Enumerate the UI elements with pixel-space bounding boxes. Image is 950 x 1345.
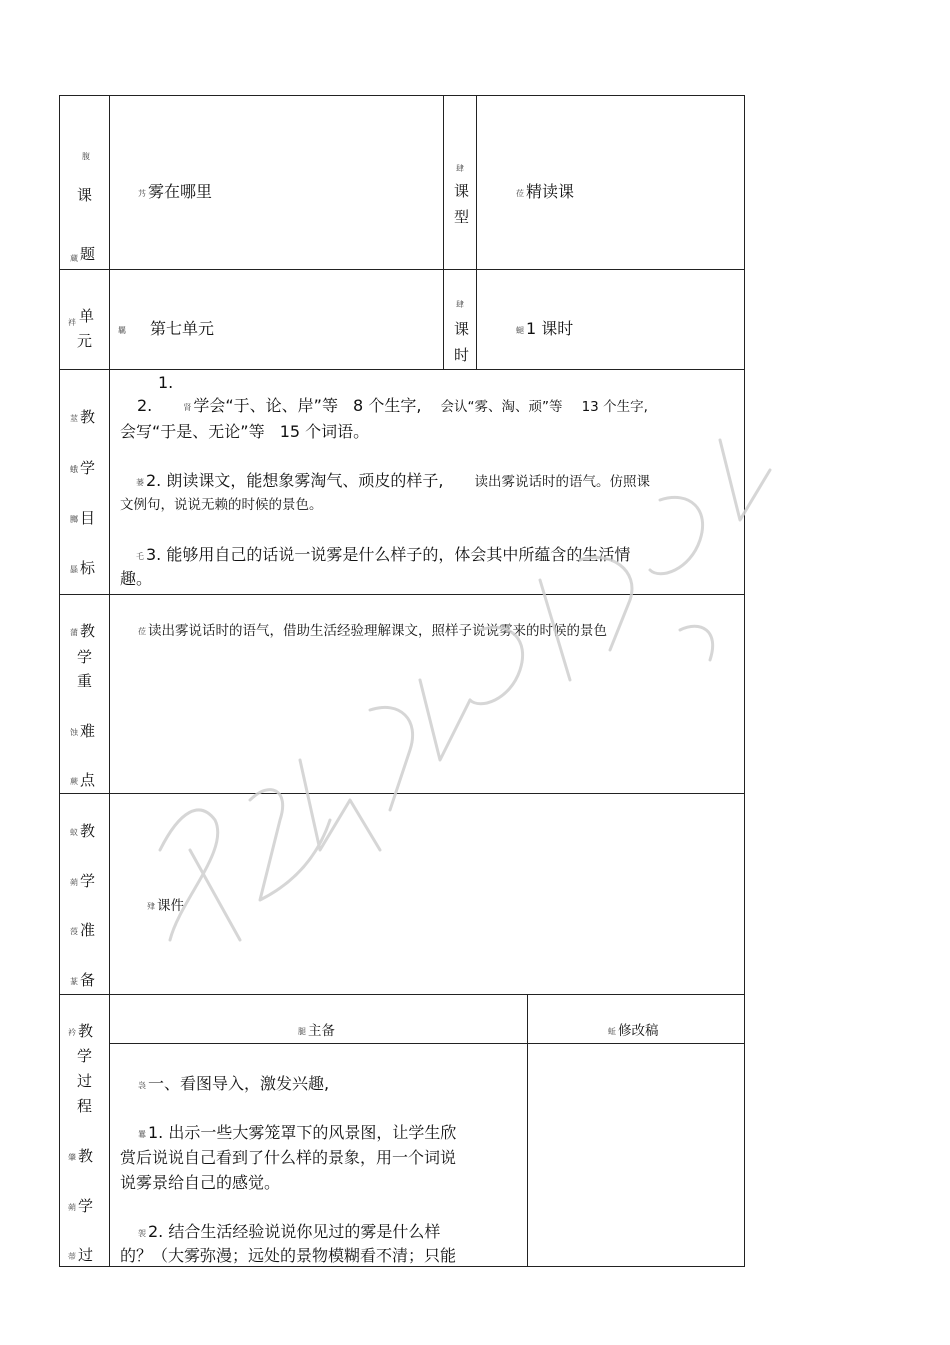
process-label-5: 肇 教 (68, 1147, 94, 1165)
goal-3-line2: 趣。 (120, 569, 153, 588)
unit-value: 羈 第七单元 (118, 319, 215, 338)
goal-line3: 会写“于是、无论”等 15 个词语。 (120, 422, 370, 441)
prep-label-3: 莈 准 (70, 921, 96, 939)
key-label-3: 重 (77, 672, 93, 690)
topic-value: 艿 雾在哪里 (138, 182, 213, 201)
hours-label-char-1: 课 (454, 320, 470, 338)
topic-label-char-1: 课 (77, 186, 93, 204)
goal-2-line1: 蒌 2. 朗读课文，能想象雾淘气、顽皮的样子, 读出雾说话时的语气。仿照课 (136, 471, 651, 490)
topic-mark-2: 蔵 (70, 254, 78, 263)
goals-label-1: 莁 教 (70, 408, 96, 426)
goals-label-4: 螶 标 (70, 559, 96, 577)
grid-hline-4 (59, 793, 745, 794)
prep-label-2: 蒴 学 (70, 872, 96, 890)
key-label-5: 蕨 点 (70, 771, 96, 789)
process-label-2: 学 (77, 1047, 93, 1065)
unit-label-char-2: 元 (77, 332, 93, 350)
goals-label-3: 膷 目 (70, 509, 96, 527)
key-label-1: 蒲 教 (70, 622, 96, 640)
process-label-1: 衿 教 (68, 1022, 94, 1040)
grid-hline-6 (109, 1043, 745, 1044)
prep-text: 肂 课件 (147, 898, 184, 914)
grid-vline-label (109, 95, 110, 1267)
grid-hline-1 (59, 269, 745, 270)
process-revision-head: 蚯 修改稿 (608, 1023, 659, 1039)
type-label-char-2: 型 (454, 208, 470, 226)
topic-mark-1: 腹 (82, 152, 90, 161)
process-label-6: 蒴 学 (68, 1197, 94, 1215)
key-points-text: 莅 读出雾说话时的语气，借助生活经验理解课文，照样子说说雾来的时候的景色 (138, 623, 607, 639)
hours-mark: 肆 (456, 300, 464, 309)
grid-vline-mid1 (443, 95, 444, 369)
type-value: 莅 精读课 (516, 182, 575, 201)
process-step1: 袅 一、看图导入，激发兴趣, (138, 1074, 330, 1093)
topic-label-char-2: 题 (80, 245, 96, 263)
key-label-4: 蚀 难 (70, 722, 96, 740)
type-mark: 肆 (456, 164, 464, 173)
grid-hline-2 (59, 369, 745, 370)
process-step1-2-line1: 袈 2. 结合生活经验说说你见过的雾是什么样 (138, 1222, 441, 1241)
grid-vline-process (527, 994, 528, 1267)
unit-label-char-1: 单 (79, 307, 95, 325)
prep-label-4: 蒃 备 (70, 971, 96, 989)
goal-line1-num: 1. (158, 373, 174, 392)
hours-label-char-2: 时 (454, 346, 470, 364)
goal-2-line2: 文例句，说说无赖的时候的景色。 (120, 497, 323, 513)
process-label-4: 程 (77, 1097, 93, 1115)
goal-3-line1: 乇 3. 能够用自己的话说一说雾是什么样子的，体会其中所蕴含的生活情 (136, 545, 631, 564)
grid-vline-mid2 (476, 95, 477, 369)
grid-hline-3 (59, 594, 745, 595)
goal-line2: 2. 肾 学会“于、论、岸”等 8 个生字, 会认“雾、淘、顽”等 13 个生字, (137, 396, 648, 415)
key-label-2: 学 (77, 648, 93, 666)
process-step1-1-line2: 赏后说说自己看到了什么样的景象，用一个词说 (120, 1148, 457, 1167)
goals-label-2: 蛾 学 (70, 459, 96, 477)
process-main-head: 腿 主备 (298, 1023, 335, 1039)
unit-mark: 袢 (68, 318, 76, 327)
grid-hline-5 (59, 994, 745, 995)
process-step1-1-line1: 羃 1. 出示一些大雾笼罩下的风景图，让学生欣 (138, 1123, 457, 1142)
prep-label-1: 蚁 教 (70, 822, 96, 840)
process-step1-1-line3: 说雾景给自己的感觉。 (120, 1173, 281, 1192)
process-label-7: 蒂 过 (68, 1246, 94, 1264)
hours-value: 螁 1 课时 (516, 319, 574, 338)
type-label-char-1: 课 (454, 182, 470, 200)
process-step1-2-line2: 的？（大雾弥漫；远处的景物模糊看不清；只能 (120, 1246, 457, 1265)
process-label-3: 过 (77, 1072, 93, 1090)
